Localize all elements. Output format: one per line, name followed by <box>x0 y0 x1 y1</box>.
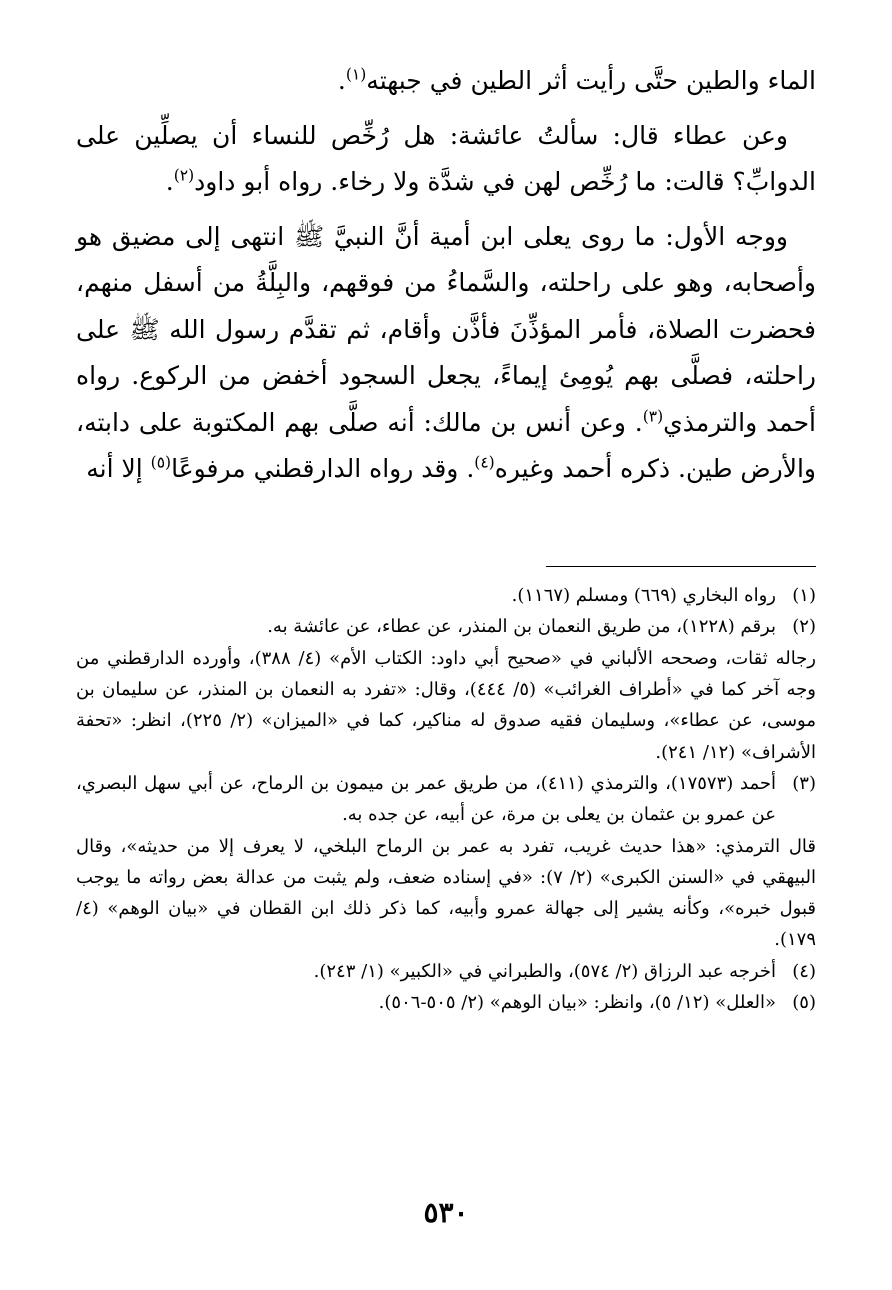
main-text <box>76 58 816 501</box>
footnote-ref-2[interactable]: (٢) <box>173 166 195 185</box>
footnotes <box>76 580 816 1018</box>
footnote-2-continuation: رجاله ثقات، وصححه الألباني في «صحيح أبي داود: الكتاب الأم» (٤/ ٣٨٨)، وأورده الدارقطني من وجه آخر كما في «أطراف الغرائب» (٥/ ٤٤٤)، وقال: «تفرد به النعمان بن المنذر، عن سليمان بن موسى، عن عطاء»، وسليمان فقيه صدوق له مناكير، كما في «الميزان» (٢/ ٢٢٥)، انظر: «تحفة الأشراف» (١٢/ ٢٤١). <box>76 647 817 763</box>
page-number: ٥٣٠ <box>423 1196 469 1229</box>
footnote-2: (٢) برقم (١٢٢٨)، من طريق النعمان بن المنذر، عن عطاء، عن عائشة به. <box>76 611 816 642</box>
footnote-ref-3[interactable]: (٣) <box>642 407 664 426</box>
footnote-4: (٤) أخرجه عبد الرزاق (٢/ ٥٧٤)، والطبراني في «الكبير» (١/ ٢٤٣). <box>76 956 816 987</box>
paragraph-3: ووجه الأول: ما روى يعلى ابن أمية أنَّ النبيَّ ﷺ انتهى إلى مضيق هو وأصحابه، وهو على راحلته، والسَّماءُ من فوقهم، والبِلَّةُ من أسفل منهم، فحضرت الصلاة، فأمر المؤذِّنَ فأذَّن وأقام، ثم تقدَّم رسول الله ﷺ على راحلته، فصلَّى بهم يُومِئ إيماءً، يجعل السجود أخفض من الركوع. رواه أحمد والترمذي$^{(٣)}$. وعن أنس بن مالك: أنه صلَّى بهم المكتوبة على دابته، والأرض طين. ذكره أحمد وغيره$^{(٤)}$. وقد رواه الدارقطني مرفوعًا$^{(٥)}$ إلا أنه <box>76 221 817 483</box>
footnote-ref-5[interactable]: (٥) <box>150 453 172 472</box>
footnote-number: (٣) <box>792 772 816 794</box>
footnote-5: (٥) «العلل» (١٢/ ٥)، وانظر: «بيان الوهم» (٢/ ٥٠٥-٥٠٦). <box>76 987 816 1018</box>
footnote-separator <box>546 566 816 567</box>
footnote-number: (٤) <box>792 960 816 982</box>
paragraph-1: الماء والطين حتَّى رأيت أثر الطين في جبهته$^{(١)}$. <box>337 65 816 95</box>
footnote-3: (٣) أحمد (١٧٥٧٣)، والترمذي (٤١١)، من طريق عمر بن ميمون بن الرماح، عن أبي سهل البصري، عن عمرو بن عثمان بن يعلى بن مرة، عن أبيه، عن جده به. <box>76 768 816 831</box>
footnote-1: (١) رواه البخاري (٦٦٩) ومسلم (١١٦٧). <box>76 580 816 611</box>
footnote-3-continuation: قال الترمذي: «هذا حديث غريب، تفرد به عمر بن الرماح البلخي، لا يعرف إلا من حديثه»، وقال البيهقي في «السنن الكبرى» (٢/ ٧): «في إسناده ضعف، ولم يثبت من عدالة بعض رواته ما يوجب قبول خبره»، وكأنه يشير إلى جهالة عمرو وأبيه، كما ذكر ذلك ابن القطان في «بيان الوهم» (٤/ ١٧٩). <box>76 835 816 951</box>
footnote-number: (٥) <box>792 992 816 1014</box>
footnote-ref-1[interactable]: (١) <box>345 65 367 84</box>
footnote-number: (١) <box>792 585 816 606</box>
paragraph-2: وعن عطاء قال: سألتُ عائشة: هل رُخِّص للنساء أن يصلِّين على الدوابِّ؟ قالت: ما رُخِّص لهن في شدَّة ولا رخاء. رواه أبو داود$^{(٢)}$. <box>76 120 816 196</box>
footnote-ref-4[interactable]: (٤) <box>474 453 495 472</box>
footnote-number: (٢) <box>792 616 816 638</box>
